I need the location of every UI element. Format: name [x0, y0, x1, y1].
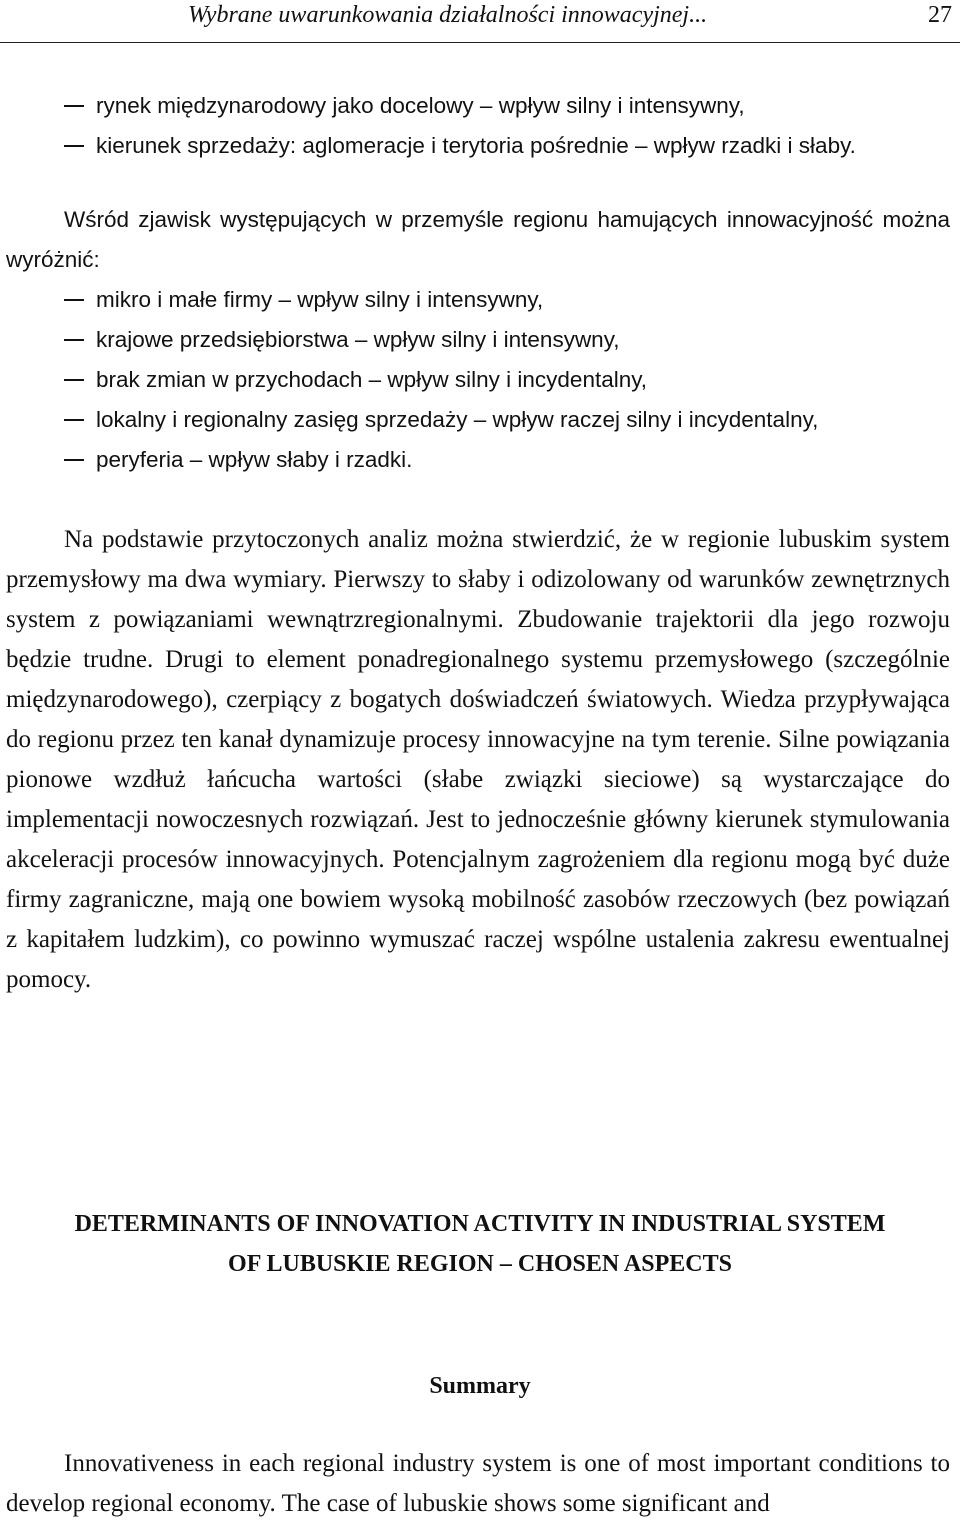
- list-item: [0, 400, 960, 440]
- list-item: [0, 320, 960, 360]
- list-item-text: lokalny i regionalny zasięg sprzedaży – wpływ raczej silny i incydentalny,: [96, 407, 819, 432]
- factor-list-negative: [0, 280, 960, 480]
- list-item: [0, 360, 960, 400]
- factor-list-positive: [0, 86, 960, 166]
- running-title: Wybrane uwarunkowania działalności innowacyjnej...: [188, 2, 708, 28]
- list-item: [0, 86, 960, 126]
- english-title: [0, 1204, 960, 1284]
- running-header: [0, 0, 960, 43]
- intro-paragraph: Wśród zjawisk występujących w przemyśle regionu hamujących innowacyjność można wyróżnić:: [6, 207, 950, 272]
- list-item-text: peryferia – wpływ słaby i rzadki.: [96, 447, 413, 472]
- dash-bullet: [64, 419, 84, 421]
- main-paragraph: Na podstawie przytoczonych analiz można stwierdzić, że w regionie lubuskim system przemysłowy ma dwa wymiary. Pierwszy to słaby i odizolowany od warunków zewnętrznych system z powiązaniami wewnątrzregionalnymi. Zbudowanie trajektorii dla jego rozwoju będzie trudne. Drugi to element ponadregionalnego systemu przemysłowego (szczególnie międzynarodowego), czerpiący z bogatych doświadczeń światowych. Wiedza przypływająca do regionu przez ten kanał dynamizuje procesy innowacyjne na tym terenie. Silne powiązania pionowe wzdłuż łańcucha wartości (słabe związki sieciowe) są wystarczające do implementacji nowoczesnych rozwiązań. Jest to jednocześnie główny kierunek stymulowania akceleracji procesów innowacyjnych. Potencjalnym zagrożeniem dla regionu mogą być duże firmy zagraniczne, mają one bowiem wysoką mobilność zasobów rzeczowych (bez powiązań z kapitałem ludzkim), co powinno wymuszać raczej wspólne ustalenia zakresu ewentualnej pomocy.: [6, 526, 950, 993]
- list-item: [0, 280, 960, 320]
- list-item-text: kierunek sprzedaży: aglomeracje i terytoria pośrednie – wpływ rzadki i słaby.: [96, 133, 856, 158]
- dash-bullet: [64, 379, 84, 381]
- dash-bullet: [64, 299, 84, 301]
- english-title-line-1: DETERMINANTS OF INNOVATION ACTIVITY IN INDUSTRIAL SYSTEM: [74, 1211, 886, 1237]
- summary-paragraph: Innovativeness in each regional industry system is one of most important conditions to develop regional economy. The case of lubuskie shows some significant and: [6, 1450, 950, 1517]
- list-item-text: rynek międzynarodowy jako docelowy – wpływ silny i intensywny,: [96, 93, 745, 118]
- list-item: [0, 440, 960, 480]
- dash-bullet: [64, 339, 84, 341]
- list-item-text: krajowe przedsiębiorstwa – wpływ silny i intensywny,: [96, 327, 620, 352]
- list-item-text: mikro i małe firmy – wpływ silny i intensywny,: [96, 287, 544, 312]
- list-item-text: brak zmian w przychodach – wpływ silny i incydentalny,: [96, 367, 648, 392]
- dash-bullet: [64, 459, 84, 461]
- summary-heading: Summary: [429, 1373, 531, 1399]
- dash-bullet: [64, 105, 84, 107]
- page-number: 27: [928, 2, 952, 28]
- list-item: [0, 126, 960, 166]
- english-title-line-2: OF LUBUSKIE REGION – CHOSEN ASPECTS: [228, 1251, 732, 1277]
- dash-bullet: [64, 145, 84, 147]
